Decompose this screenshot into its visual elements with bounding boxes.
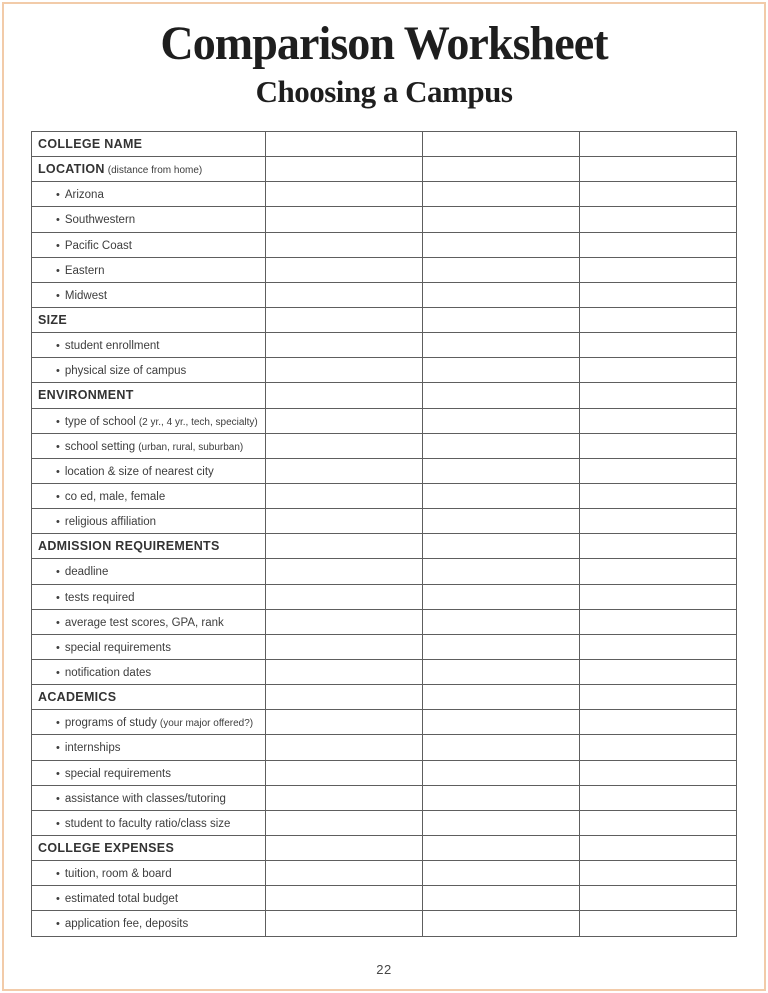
entry-cell <box>423 835 580 860</box>
entry-cell <box>580 861 737 886</box>
item-label-cell <box>32 458 266 483</box>
entry-cell <box>266 760 423 785</box>
item-label: type of school <box>64 415 136 428</box>
table-row <box>32 458 737 483</box>
table-row <box>32 810 737 835</box>
section-label-cell <box>32 685 266 710</box>
item-label-cell <box>32 785 266 810</box>
item-label: school setting <box>64 440 136 453</box>
item-label-cell <box>32 333 266 358</box>
bullet-icon: • <box>56 516 60 529</box>
section-label-cell <box>32 383 266 408</box>
entry-cell <box>266 157 423 182</box>
entry-cell <box>423 207 580 232</box>
table-row <box>32 685 737 710</box>
item-label-cell <box>32 760 266 785</box>
entry-cell <box>423 634 580 659</box>
section-label-cell <box>32 307 266 332</box>
bullet-icon: • <box>56 591 60 604</box>
entry-cell <box>580 685 737 710</box>
item-label-cell <box>32 182 266 207</box>
bullet-icon: • <box>56 667 60 680</box>
table-row <box>32 911 737 936</box>
section-label: ADMISSION REQUIREMENTS <box>38 539 220 554</box>
entry-cell <box>423 433 580 458</box>
entry-cell <box>580 207 737 232</box>
section-label: LOCATION <box>38 162 105 177</box>
entry-cell <box>580 735 737 760</box>
entry-cell <box>423 408 580 433</box>
section-label-cell <box>32 835 266 860</box>
table-row <box>32 433 737 458</box>
entry-cell <box>423 157 580 182</box>
table-row <box>32 182 737 207</box>
entry-cell <box>423 458 580 483</box>
section-label-cell <box>32 157 266 182</box>
item-label: tuition, room & board <box>64 868 172 881</box>
item-label-cell <box>32 257 266 282</box>
entry-cell <box>423 609 580 634</box>
bullet-icon: • <box>56 817 60 830</box>
table-row <box>32 358 737 383</box>
item-label-cell <box>32 634 266 659</box>
table-row <box>32 861 737 886</box>
entry-cell <box>423 534 580 559</box>
item-label: Pacific Coast <box>64 239 132 252</box>
label-note: (your major offered?) <box>159 718 254 730</box>
entry-cell <box>423 282 580 307</box>
bullet-icon: • <box>56 440 60 453</box>
entry-cell <box>266 861 423 886</box>
entry-cell <box>580 785 737 810</box>
entry-cell <box>580 911 737 936</box>
entry-cell <box>266 710 423 735</box>
entry-cell <box>423 886 580 911</box>
entry-cell <box>423 584 580 609</box>
section-label: COLLEGE EXPENSES <box>38 841 175 855</box>
page-number: 22 <box>376 962 392 977</box>
item-label-cell <box>32 609 266 634</box>
item-label: tests required <box>64 591 135 604</box>
bullet-icon: • <box>56 214 60 227</box>
entry-cell <box>266 257 423 282</box>
table-row <box>32 710 737 735</box>
entry-cell <box>423 333 580 358</box>
entry-cell <box>266 433 423 458</box>
entry-cell <box>423 509 580 534</box>
worksheet-title: Comparison Worksheet <box>160 17 608 70</box>
bullet-icon: • <box>56 616 60 629</box>
item-label: special requirements <box>64 641 171 654</box>
entry-cell <box>423 257 580 282</box>
entry-cell <box>423 182 580 207</box>
section-label: COLLEGE NAME <box>38 137 143 152</box>
item-label: student to faculty ratio/class size <box>64 817 231 830</box>
entry-cell <box>580 760 737 785</box>
item-label: internships <box>64 742 121 755</box>
entry-cell <box>266 232 423 257</box>
entry-cell <box>266 408 423 433</box>
entry-cell <box>580 509 737 534</box>
entry-cell <box>266 685 423 710</box>
entry-cell <box>580 835 737 860</box>
bullet-icon: • <box>56 365 60 378</box>
item-label: application fee, deposits <box>64 918 189 931</box>
item-label: special requirements <box>64 767 171 780</box>
item-label: religious affiliation <box>64 516 157 529</box>
entry-cell <box>423 760 580 785</box>
entry-cell <box>266 835 423 860</box>
bullet-icon: • <box>56 465 60 478</box>
table-row <box>32 383 737 408</box>
bullet-icon: • <box>56 340 60 353</box>
table-row <box>32 132 737 157</box>
item-label-cell <box>32 584 266 609</box>
entry-cell <box>423 810 580 835</box>
entry-cell <box>266 609 423 634</box>
entry-cell <box>266 559 423 584</box>
item-label: Eastern <box>64 264 105 277</box>
table-row <box>32 534 737 559</box>
table-row <box>32 282 737 307</box>
table-row <box>32 659 737 684</box>
entry-cell <box>580 710 737 735</box>
item-label: programs of study <box>64 717 157 730</box>
item-label-cell <box>32 659 266 684</box>
bullet-icon: • <box>56 491 60 504</box>
bullet-icon: • <box>56 415 60 428</box>
bullet-icon: • <box>56 289 60 302</box>
table-row <box>32 559 737 584</box>
entry-cell <box>580 483 737 508</box>
table-row <box>32 232 737 257</box>
item-label-cell <box>32 358 266 383</box>
item-label: average test scores, GPA, rank <box>64 616 224 629</box>
bullet-icon: • <box>56 893 60 906</box>
entry-cell <box>423 861 580 886</box>
entry-cell <box>580 333 737 358</box>
entry-cell <box>266 358 423 383</box>
entry-cell <box>580 257 737 282</box>
entry-cell <box>423 785 580 810</box>
item-label-cell <box>32 433 266 458</box>
entry-cell <box>580 358 737 383</box>
entry-cell <box>423 911 580 936</box>
entry-cell <box>580 157 737 182</box>
entry-cell <box>580 132 737 157</box>
section-label: ENVIRONMENT <box>38 388 134 403</box>
bullet-icon: • <box>56 792 60 805</box>
bullet-icon: • <box>56 742 60 755</box>
entry-cell <box>423 307 580 332</box>
section-label-cell <box>32 534 266 559</box>
entry-cell <box>423 559 580 584</box>
bullet-icon: • <box>56 641 60 654</box>
bullet-icon: • <box>56 189 60 202</box>
entry-cell <box>266 735 423 760</box>
item-label: estimated total budget <box>64 893 179 906</box>
section-label-cell <box>32 132 266 157</box>
table-row <box>32 307 737 332</box>
entry-cell <box>580 307 737 332</box>
table-row <box>32 735 737 760</box>
item-label-cell <box>32 232 266 257</box>
table-row <box>32 207 737 232</box>
table-row <box>32 509 737 534</box>
entry-cell <box>266 307 423 332</box>
entry-cell <box>423 232 580 257</box>
item-label-cell <box>32 559 266 584</box>
entry-cell <box>580 534 737 559</box>
item-label-cell <box>32 509 266 534</box>
item-label: deadline <box>64 566 109 579</box>
bullet-icon: • <box>56 767 60 780</box>
entry-cell <box>266 483 423 508</box>
table-row <box>32 785 737 810</box>
entry-cell <box>580 609 737 634</box>
table-row <box>32 609 737 634</box>
entry-cell <box>580 634 737 659</box>
entry-cell <box>580 433 737 458</box>
item-label: student enrollment <box>64 340 160 353</box>
item-label: location & size of nearest city <box>64 465 214 478</box>
entry-cell <box>580 886 737 911</box>
table-row <box>32 835 737 860</box>
bullet-icon: • <box>56 717 60 730</box>
entry-cell <box>266 383 423 408</box>
table-row <box>32 333 737 358</box>
table-row <box>32 634 737 659</box>
entry-cell <box>266 785 423 810</box>
entry-cell <box>266 886 423 911</box>
section-label: SIZE <box>38 313 67 328</box>
item-label-cell <box>32 282 266 307</box>
item-label-cell <box>32 735 266 760</box>
entry-cell <box>266 534 423 559</box>
entry-cell <box>423 685 580 710</box>
table-row <box>32 257 737 282</box>
entry-cell <box>580 810 737 835</box>
label-note: (distance from home) <box>107 165 203 177</box>
worksheet-table-body <box>32 132 737 937</box>
bullet-icon: • <box>56 918 60 931</box>
entry-cell <box>580 458 737 483</box>
entry-cell <box>266 509 423 534</box>
item-label-cell <box>32 911 266 936</box>
label-note: (urban, rural, suburban) <box>138 441 244 453</box>
table-row <box>32 886 737 911</box>
table-row <box>32 760 737 785</box>
bullet-icon: • <box>56 264 60 277</box>
item-label-cell <box>32 408 266 433</box>
entry-cell <box>266 634 423 659</box>
item-label: Southwestern <box>64 214 136 227</box>
section-label: ACADEMICS <box>38 690 117 705</box>
entry-cell <box>580 659 737 684</box>
bullet-icon: • <box>56 239 60 252</box>
entry-cell <box>580 182 737 207</box>
item-label: Midwest <box>64 289 108 302</box>
bullet-icon: • <box>56 566 60 579</box>
entry-cell <box>266 282 423 307</box>
entry-cell <box>580 232 737 257</box>
entry-cell <box>266 207 423 232</box>
worksheet-subtitle: Choosing a Campus <box>255 74 513 109</box>
item-label: assistance with classes/tutoring <box>64 792 226 805</box>
entry-cell <box>423 383 580 408</box>
entry-cell <box>580 559 737 584</box>
entry-cell <box>423 710 580 735</box>
entry-cell <box>580 408 737 433</box>
entry-cell <box>266 911 423 936</box>
label-note: (2 yr., 4 yr., tech, specialty) <box>138 416 258 428</box>
entry-cell <box>266 132 423 157</box>
entry-cell <box>423 132 580 157</box>
entry-cell <box>266 659 423 684</box>
entry-cell <box>266 584 423 609</box>
item-label-cell <box>32 207 266 232</box>
entry-cell <box>423 483 580 508</box>
entry-cell <box>580 584 737 609</box>
table-row <box>32 157 737 182</box>
entry-cell <box>580 282 737 307</box>
item-label-cell <box>32 710 266 735</box>
item-label: co ed, male, female <box>64 491 166 504</box>
item-label: notification dates <box>64 667 152 680</box>
entry-cell <box>266 333 423 358</box>
entry-cell <box>266 810 423 835</box>
item-label: physical size of campus <box>64 365 187 378</box>
item-label-cell <box>32 886 266 911</box>
item-label-cell <box>32 810 266 835</box>
entry-cell <box>266 182 423 207</box>
item-label-cell <box>32 861 266 886</box>
entry-cell <box>423 659 580 684</box>
table-row <box>32 584 737 609</box>
entry-cell <box>580 383 737 408</box>
entry-cell <box>423 358 580 383</box>
item-label-cell <box>32 483 266 508</box>
table-row <box>32 483 737 508</box>
worksheet-table <box>31 131 737 937</box>
item-label: Arizona <box>64 189 104 202</box>
entry-cell <box>423 735 580 760</box>
bullet-icon: • <box>56 868 60 881</box>
table-row <box>32 408 737 433</box>
entry-cell <box>266 458 423 483</box>
